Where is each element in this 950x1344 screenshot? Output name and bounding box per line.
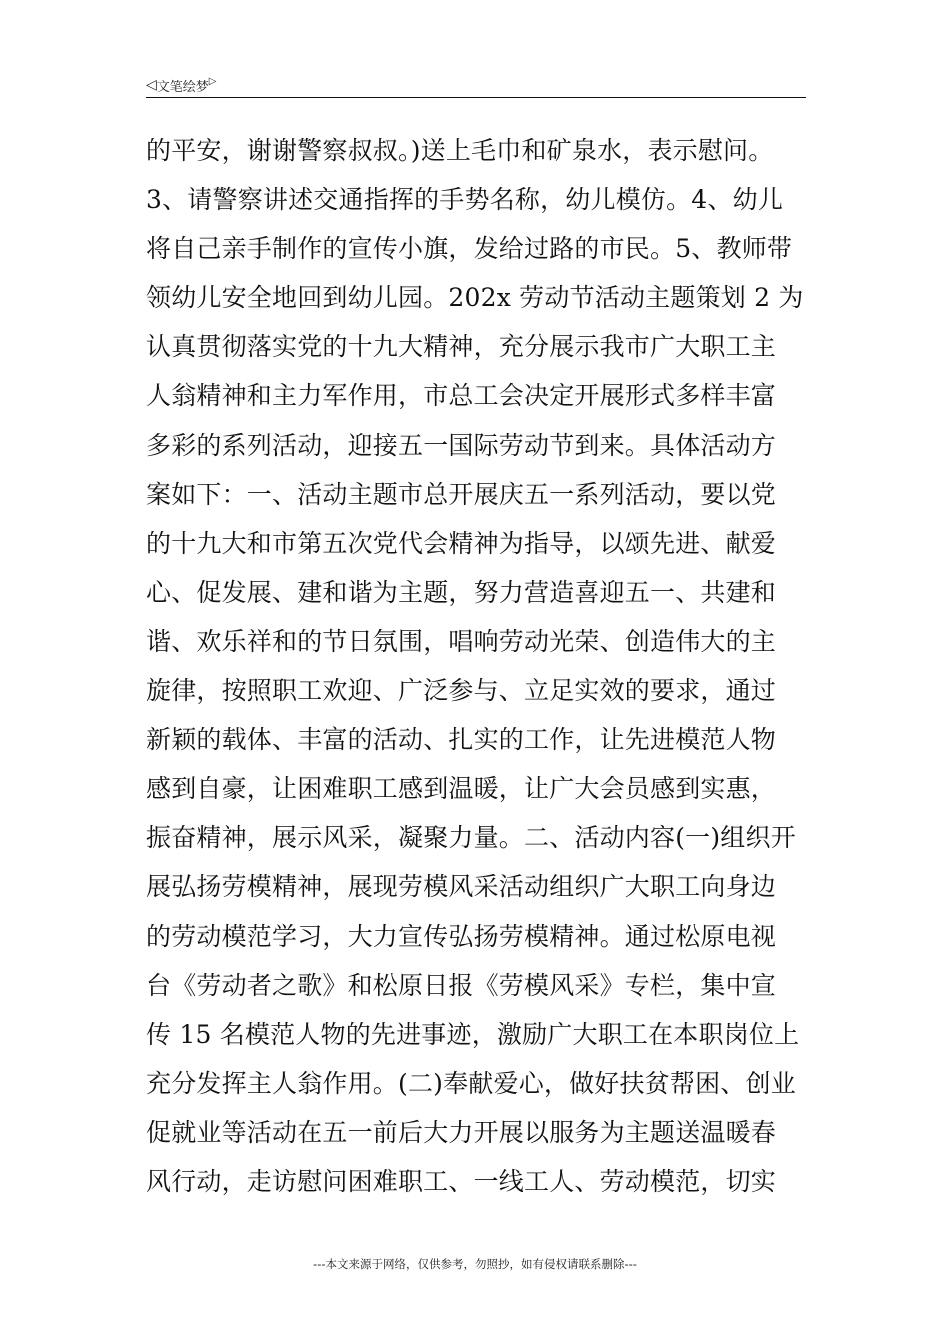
body-line: 认真贯彻落实党的十九大精神，充分展示我市广大职工主 — [146, 332, 777, 362]
header-divider — [146, 97, 806, 98]
body-line: 谐、欢乐祥和的节日氛围，唱响劳动光荣、创造伟大的主 — [146, 626, 777, 656]
left-triangle-icon: ◁ — [146, 77, 157, 93]
body-line: 多彩的系列活动，迎接五一国际劳动节到来。具体活动方 — [146, 430, 777, 460]
page-footer: ---本文来源于网络，仅供参考，勿照抄，如有侵权请联系删除--- — [313, 1257, 637, 1271]
page-header — [146, 74, 806, 96]
body-line: 振奋精神，展示风采，凝聚力量。二、活动内容(一)组织开 — [146, 823, 796, 853]
body-line: 的平安，谢谢警察叔叔。)送上毛巾和矿泉水，表示慰问。 — [146, 136, 774, 165]
body-line: 展弘扬劳模精神，展现劳模风采活动组织广大职工向身边 — [146, 872, 777, 902]
document-body — [146, 126, 810, 1206]
body-line: 人翁精神和主力军作用，市总工会决定开展形式多样丰富 — [146, 381, 777, 411]
body-line: 风行动，走访慰问困难职工、一线工人、劳动模范，切实 — [146, 1166, 777, 1196]
body-line: 的劳动模范学习，大力宣传弘扬劳模精神。通过松原电视 — [146, 921, 777, 951]
body-line: 台《劳动者之歌》和松原日报《劳模风采》专栏，集中宣 — [146, 970, 777, 1000]
body-line: 促就业等活动在五一前后大力开展以服务为主题送温暖春 — [146, 1117, 777, 1147]
body-line: 旋律，按照职工欢迎、广泛参与、立足实效的要求，通过 — [146, 676, 777, 706]
body-line: 领幼儿安全地回到幼儿园。202x 劳动节活动主题策划 2 为 — [146, 283, 804, 313]
body-line: 心、促发展、建和谐为主题，努力营造喜迎五一、共建和 — [146, 577, 777, 607]
body-line: 的十九大和市第五次党代会精神为指导，以颂先进、献爱 — [146, 528, 777, 558]
body-line: 感到自豪，让困难职工感到温暖，让广大会员感到实惠， — [146, 774, 777, 804]
body-line: 将自己亲手制作的宣传小旗，发给过路的市民。5、教师带 — [146, 234, 793, 264]
body-line: 新颖的载体、丰富的活动、扎实的工作，让先进模范人物 — [146, 725, 777, 755]
right-triangle-icon: ▷ — [208, 76, 217, 87]
header-title: 文笔绘梦 — [156, 79, 209, 95]
body-line: 3、请警察讲述交通指挥的手势名称，幼儿模仿。4、幼儿 — [146, 185, 784, 215]
body-line: 案如下：一、活动主题市总开展庆五一系列活动，要以党 — [146, 479, 777, 509]
body-line: 传 15 名模范人物的先进事迹，激励广大职工在本职岗位上 — [146, 1019, 800, 1049]
body-line: 充分发挥主人翁作用。(二)奉献爱心，做好扶贫帮困、创业 — [146, 1068, 796, 1098]
